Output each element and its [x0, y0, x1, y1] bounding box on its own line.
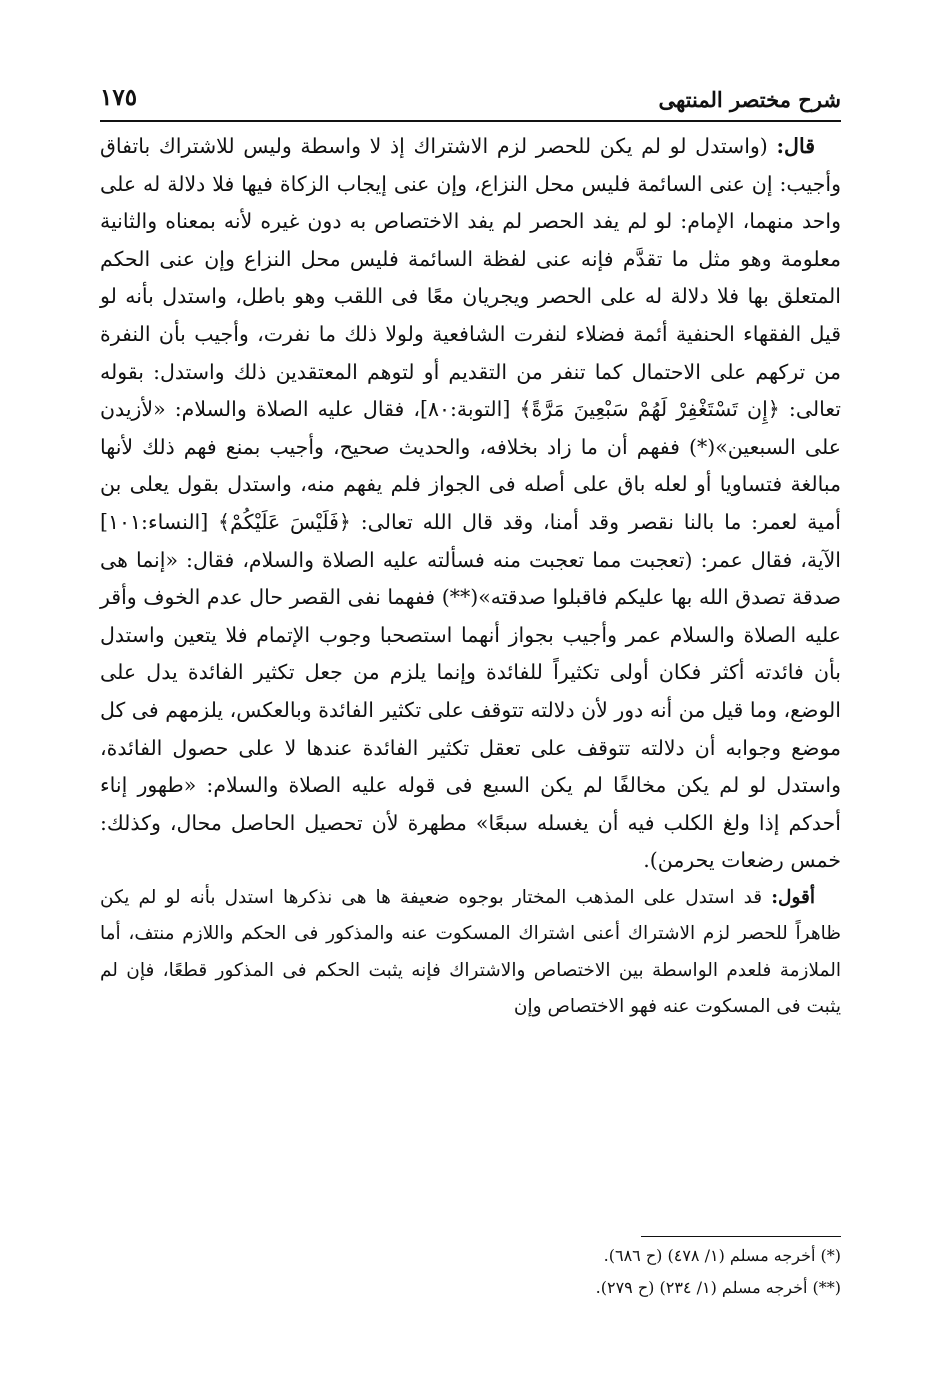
paragraph-label: أقول:: [771, 886, 815, 908]
footnote: (**) أخرجه مسلم (١/ ٢٣٤) (ح ٢٧٩).: [595, 1278, 841, 1297]
footnote: (*) أخرجه مسلم (١/ ٤٧٨) (ح ٦٨٦).: [603, 1246, 841, 1265]
running-header: [100, 82, 841, 118]
paragraph-matn: [100, 128, 841, 880]
footnotes: [100, 1240, 841, 1304]
main-text: [100, 128, 841, 1026]
paragraph-sharh: [100, 880, 841, 1026]
paragraph-body: قد استدل على المذهب المختار بوجوه ضعيفة ها هى نذكرها استدل بأنه لو لم يكن ظاهراً للحصر لزم الاشتراك أعنى اشتراك المسكوت عنه والمذكور فى الحكم واللازم منتف، أما الملازمة فلعدم الواسطة بين الاختصاص والاشتراك فإنه يثبت الحكم فى المذكور قطعًا، فإن لم يثبت فى المسكوت عنه فهو الاختصاص وإن: [100, 886, 841, 1018]
header-title: شرح مختصر المنتهى: [658, 87, 841, 112]
paragraph-body: (واستدل لو لم يكن للحصر لزم الاشتراك إذ لا واسطة وليس للاشتراك باتفاق وأجيب: إن عنى السائمة فليس محل النزاع، وإن عنى إيجاب الزكاة فيها فلا دلالة له على واحد منهما، الإمام: لو لم يفد الحصر لم يفد الاختصاص به دون غيره لأنه بمعناه والثانية معلومة وهو مثل ما تقدَّم فإنه عنى لفظة السائمة فليس محل النزاع وإن عنى الحكم المتعلق بها فلا دلالة له على الحصر ويجريان معًا فى اللقب وهو باطل، واستدل بأنه لو قيل الفقهاء الحنفية أئمة فضلاء لنفرت الشافعية ولولا ذلك ما نفرت، وأجيب بأن النفرة من تركهم على الاحتمال كما تنفر من التقديم أو لتوهم المعتقدين ذلك واستدل: بقوله تعالى: ﴿إِن تَسْتَغْفِرْ لَهُمْ سَبْعِينَ مَرَّةً﴾ [التوبة:٨٠]، فقال عليه الصلاة والسلام: «لأزيدن على السبعين»(*) ففهم أن ما زاد بخلافه، والحديث صحيح، وأجيب بمنع فهم ذلك لأنها مبالغة فتساويا أو لعله باق على أصله فى الجواز فلم يفهم منه، واستدل بقول يعلى بن أمية لعمر: ما بالنا نقصر وقد أمنا، وقد قال الله تعالى: ﴿فَلَيْسَ عَلَيْكُمْ﴾ [النساء:١٠١] الآية، فقال عمر: (تعجبت مما تعجبت منه فسألته عليه الصلاة والسلام، فقال: «إنما هى صدقة تصدق الله بها عليكم فاقبلوا صدقته»(**) ففهما نفى القصر حال عدم الخوف وأقر عليه الصلاة والسلام عمر وأجيب بجواز أنهما استصحبا وجوب الإتمام فلا يتعين واستدل بأن فائدته أكثر فكان أولى تكثيراً للفائدة وإنما يلزم من جعل تكثير الفائدة يدل على الوضع، وما قيل من أنه دور لأن دلالته تتوقف على تكثير الفائدة وبالعكس، يلزمهم فى كل موضع وجوابه أن دلالته تتوقف على تعقل تكثير الفائدة عندها لا على حصول الفائدة، واستدل لو لم يكن مخالفًا لم يكن السبع فى قوله عليه الصلاة والسلام: «طهور إناء أحدكم إذا ولغ الكلب فيه أن يغسله سبعًا» مطهرة لأن تحصيل الحاصل محال، وكذلك: خمس رضعات يحرمن).: [100, 134, 842, 873]
page-number: ١٧٥: [100, 84, 138, 111]
paragraph-label: قال:: [776, 134, 815, 158]
header-divider: [100, 120, 841, 122]
footnote-divider: [641, 1236, 841, 1237]
